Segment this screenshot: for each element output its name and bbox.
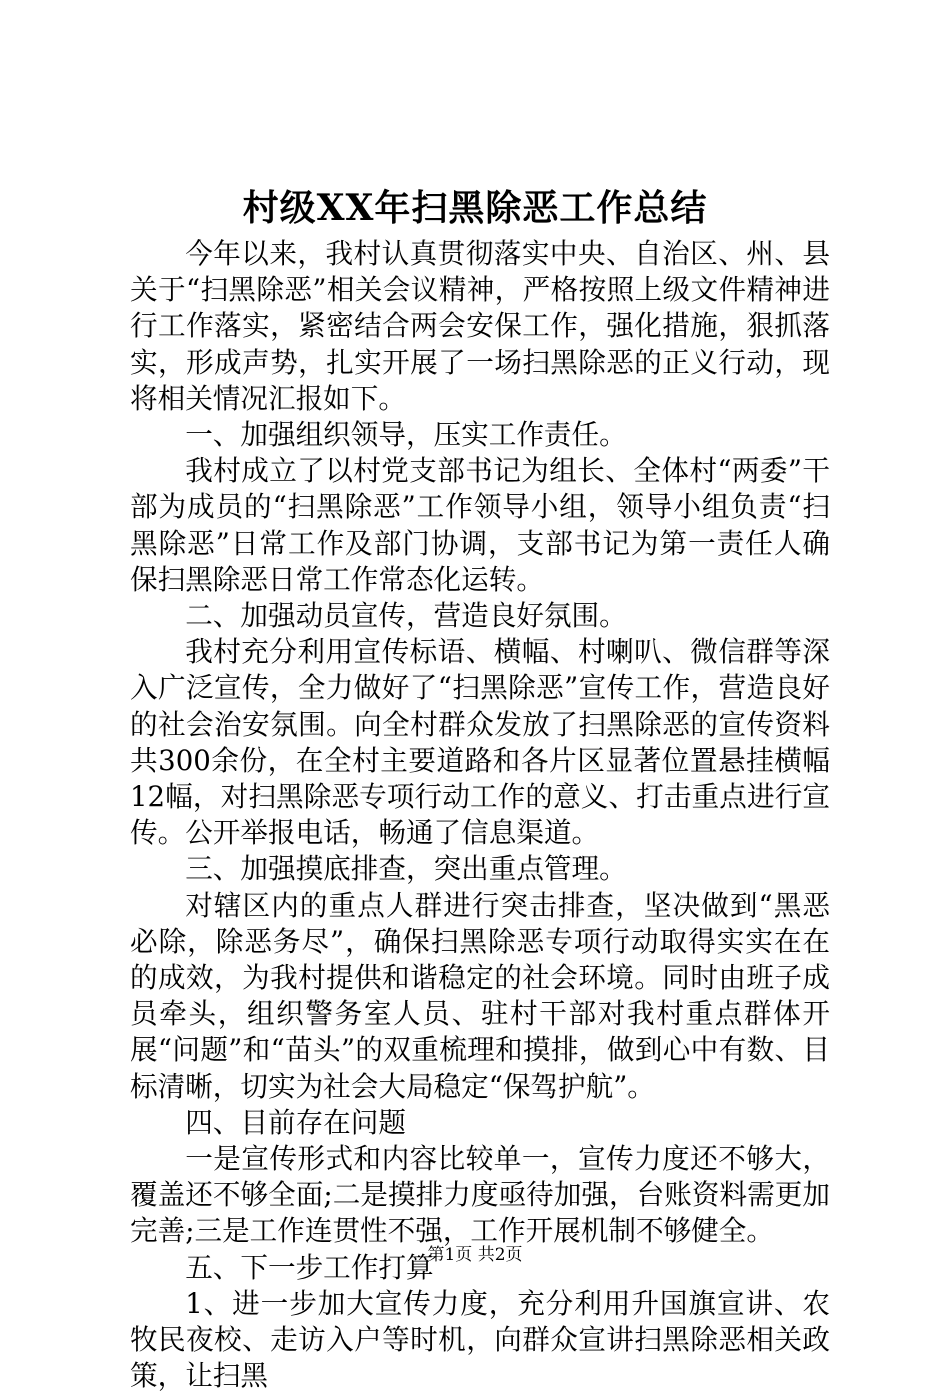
paragraph-section-4: 一是宣传形式和内容比较单一，宣传力度还不够大，覆盖还不够全面;二是摸排力度亟待加强，台账资料需更加完善;三是工作连贯性不强，工作开展机制不够健全。 bbox=[130, 1142, 830, 1248]
page-number-footer: 第1页 共2页 bbox=[427, 1245, 523, 1265]
paragraph-section-1: 我村成立了以村党支部书记为组长、全体村“两委”干部为成员的“扫黑除恶”工作领导小组，领导小组负责“扫黑除恶”日常工作及部门协调，支部书记为第一责任人确保扫黑除恶日常工作常态化运转。 bbox=[130, 454, 830, 596]
paragraph-section-3: 对辖区内的重点人群进行突击排查，坚决做到“黑恶必除，除恶务尽”，确保扫黑除恶专项行动取得实实在在的成效，为我村提供和谐稳定的社会环境。同时由班子成员牵头，组织警务室人员、驻村干部对我村重点群体开展“问题”和“苗头”的双重梳理和摸排，做到心中有数、目标清晰，切实为社会大局稳定“保驾护航”。 bbox=[130, 888, 830, 1103]
document-body bbox=[130, 236, 830, 1395]
section-heading-1: 一、加强组织领导，压实工作责任。 bbox=[185, 418, 627, 452]
paragraph-intro: 今年以来，我村认真贯彻落实中央、自治区、州、县关于“扫黑除恶”相关会议精神，严格按照上级文件精神进行工作落实，紧密结合两会安保工作，强化措施，狠抓落实，形成声势，扎实开展了一场扫黑除恶的正义行动，现将相关情况汇报如下。 bbox=[130, 237, 830, 415]
section-heading-3: 三、加强摸底排查，突出重点管理。 bbox=[185, 852, 627, 886]
paragraph-section-2: 我村充分利用宣传标语、横幅、村喇叭、微信群等深入广泛宣传，全力做好了“扫黑除恶”宣传工作，营造良好的社会治安氛围。向全村群众发放了扫黑除恶的宣传资料共300余份，在全村主要道路和各片区显著位置悬挂横幅12幅，对扫黑除恶专项行动工作的意义、打击重点进行宣传。公开举报电话，畅通了信息渠道。 bbox=[130, 635, 830, 850]
section-heading-2: 二、加强动员宣传，营造良好氛围。 bbox=[185, 599, 627, 633]
paragraph-section-5: 1、进一步加大宣传力度，充分利用升国旗宣讲、农牧民夜校、走访入户等时机，向群众宣讲扫黑除恶相关政策，让扫黑 bbox=[130, 1286, 830, 1393]
section-heading-5: 五、下一步工作打算 bbox=[185, 1250, 434, 1284]
section-heading-4: 四、目前存在问题 bbox=[185, 1105, 406, 1139]
document-title: 村级XX年扫黑除恶工作总结 bbox=[242, 187, 708, 229]
